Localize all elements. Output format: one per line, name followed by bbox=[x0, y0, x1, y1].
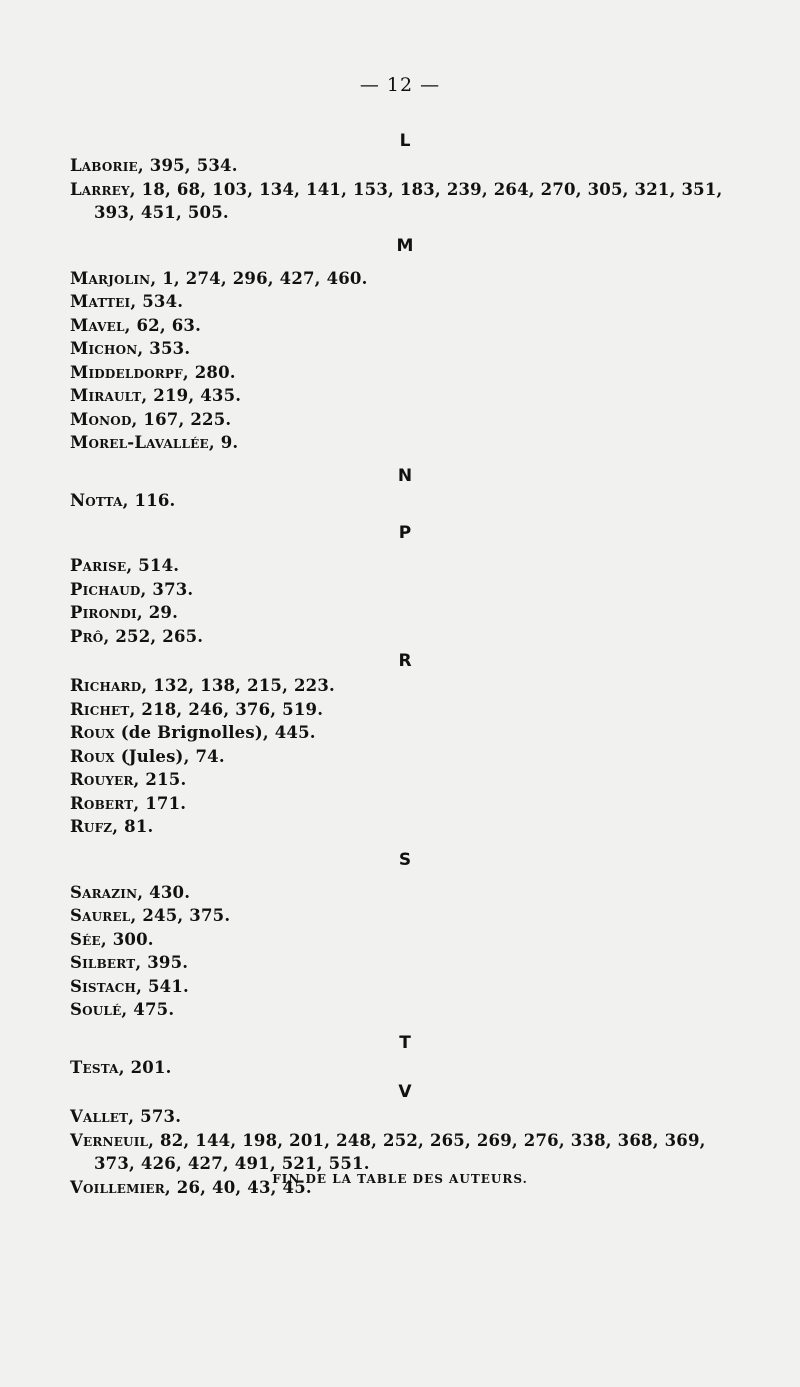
index-entry bbox=[70, 178, 740, 225]
author-name: Rouyer bbox=[70, 770, 134, 789]
index-entry bbox=[70, 928, 740, 952]
author-name: Middeldorpf bbox=[70, 362, 183, 382]
author-name: Pirondi bbox=[70, 603, 137, 622]
author-name: Michon bbox=[70, 339, 138, 358]
author-name: Roux bbox=[70, 746, 115, 766]
page-refs: , 475. bbox=[121, 1000, 175, 1019]
index-entry bbox=[70, 361, 740, 385]
index-entry bbox=[70, 431, 740, 455]
author-name: Morel-Lavallée bbox=[70, 433, 209, 452]
page-refs: , 1, 274, 296, 427, 460. bbox=[150, 268, 368, 288]
page-refs: , 353. bbox=[137, 339, 191, 358]
page-refs: , 201. bbox=[118, 1057, 172, 1077]
page-refs: , 541. bbox=[136, 976, 189, 996]
author-name: Larrey bbox=[70, 179, 130, 199]
author-name: Richard bbox=[70, 676, 142, 695]
section-letter-v: V bbox=[398, 1082, 412, 1102]
author-name: Mattei bbox=[70, 292, 131, 311]
author-name: Mirault bbox=[70, 386, 142, 405]
author-name: Sarazin bbox=[70, 882, 138, 902]
section-letter-m: M bbox=[396, 235, 414, 256]
index-entry bbox=[70, 314, 740, 338]
page-refs: , 26, 40, 43, 45. bbox=[164, 1177, 312, 1197]
index-entry bbox=[70, 1056, 740, 1080]
index-entry bbox=[70, 951, 740, 975]
section-letter-l: L bbox=[399, 131, 411, 151]
index-entry bbox=[70, 290, 740, 314]
author-name: Notta bbox=[70, 490, 123, 510]
index-entry bbox=[70, 745, 740, 769]
index-entry bbox=[70, 904, 740, 928]
index-entry bbox=[70, 768, 740, 792]
page-refs: , 132, 138, 215, 223. bbox=[141, 676, 335, 695]
author-name: Vallet bbox=[70, 1107, 129, 1126]
index-entry bbox=[70, 489, 740, 513]
index-entry bbox=[70, 975, 740, 999]
page-refs: , 9. bbox=[208, 433, 239, 452]
section-letter-n: N bbox=[397, 465, 413, 486]
index-entry bbox=[70, 554, 740, 578]
page-refs: (Jules), 74. bbox=[114, 746, 225, 766]
author-name: Laborie bbox=[70, 156, 138, 175]
page-refs: , 573. bbox=[128, 1107, 182, 1126]
author-name: Roux bbox=[70, 723, 115, 742]
author-name: Richet bbox=[70, 699, 130, 719]
index-entry bbox=[70, 698, 740, 722]
author-name: Silbert bbox=[70, 953, 136, 972]
page-refs: , 82, 144, 198, 201, 248, 252, 265, 269, 276, 338, 368, 369, 373, 426, 427, 491, 521, 551. bbox=[94, 1130, 706, 1173]
author-name: Parise bbox=[70, 556, 127, 575]
author-name: Sée bbox=[70, 929, 101, 949]
page-refs: , 81. bbox=[112, 817, 154, 836]
page-refs: (de Brignolles), 445. bbox=[114, 723, 316, 742]
index-entry bbox=[70, 625, 740, 649]
author-name: Voillemier bbox=[70, 1177, 165, 1197]
index-entry bbox=[70, 337, 740, 361]
page-refs: , 534. bbox=[130, 292, 184, 311]
index-entry bbox=[70, 881, 740, 905]
author-name: Rufz bbox=[70, 817, 113, 836]
author-name: Robert bbox=[70, 793, 134, 813]
section-letter-r: R bbox=[398, 651, 412, 671]
page-refs: , 219, 435. bbox=[141, 386, 242, 405]
page-refs: , 18, 68, 103, 134, 141, 153, 183, 239, 264, 270, 305, 321, 351, 393, 451, 505. bbox=[94, 179, 723, 222]
index-entry bbox=[70, 815, 740, 839]
section-letter-s: S bbox=[398, 849, 412, 870]
index-entry bbox=[70, 998, 740, 1022]
page-refs: , 300. bbox=[100, 929, 154, 949]
author-name: Prô bbox=[70, 626, 104, 646]
index-entry bbox=[70, 1105, 740, 1129]
page-refs: , 245, 375. bbox=[130, 906, 231, 925]
index-entry bbox=[70, 721, 740, 745]
index-entry bbox=[70, 1129, 740, 1176]
index-entry bbox=[70, 674, 740, 698]
page-refs: , 280. bbox=[182, 362, 236, 382]
page-refs: , 215. bbox=[133, 770, 187, 789]
index-entry bbox=[70, 792, 740, 816]
page-refs: , 167, 225. bbox=[131, 409, 232, 429]
end-of-table-note: FIN DE LA TABLE DES AUTEURS. bbox=[272, 1172, 528, 1186]
page-refs: , 514. bbox=[126, 556, 180, 575]
author-name: Monod bbox=[70, 409, 132, 429]
author-name: Soulé bbox=[70, 1000, 122, 1019]
page-refs: , 373. bbox=[140, 579, 194, 599]
page-refs: , 395, 534. bbox=[137, 156, 238, 175]
author-name: Pichaud bbox=[70, 579, 141, 599]
section-letter-p: P bbox=[398, 523, 412, 543]
section-letter-t: T bbox=[399, 1032, 411, 1053]
page-refs: , 62, 63. bbox=[124, 315, 202, 335]
author-name: Verneuil bbox=[70, 1130, 149, 1150]
index-entry bbox=[70, 408, 740, 432]
page-number: — 12 — bbox=[359, 74, 441, 96]
index-entry bbox=[70, 384, 740, 408]
page-refs: , 116. bbox=[122, 490, 176, 510]
page-refs: , 395. bbox=[135, 953, 189, 972]
author-name: Sistach bbox=[70, 976, 137, 996]
author-name: Marjolin bbox=[70, 268, 151, 288]
index-entry bbox=[70, 601, 740, 625]
author-name: Saurel bbox=[70, 906, 131, 925]
page-refs: , 218, 246, 376, 519. bbox=[129, 699, 324, 719]
author-name: Mavel bbox=[70, 315, 125, 335]
index-entry bbox=[70, 267, 740, 291]
page-refs: , 29. bbox=[136, 603, 179, 622]
author-name: Testa bbox=[70, 1057, 119, 1077]
page-refs: , 171. bbox=[133, 793, 187, 813]
page-refs: , 430. bbox=[137, 882, 191, 902]
author-index bbox=[70, 128, 740, 1199]
index-entry bbox=[70, 578, 740, 602]
page-refs: , 252, 265. bbox=[103, 626, 204, 646]
index-entry bbox=[70, 154, 740, 178]
